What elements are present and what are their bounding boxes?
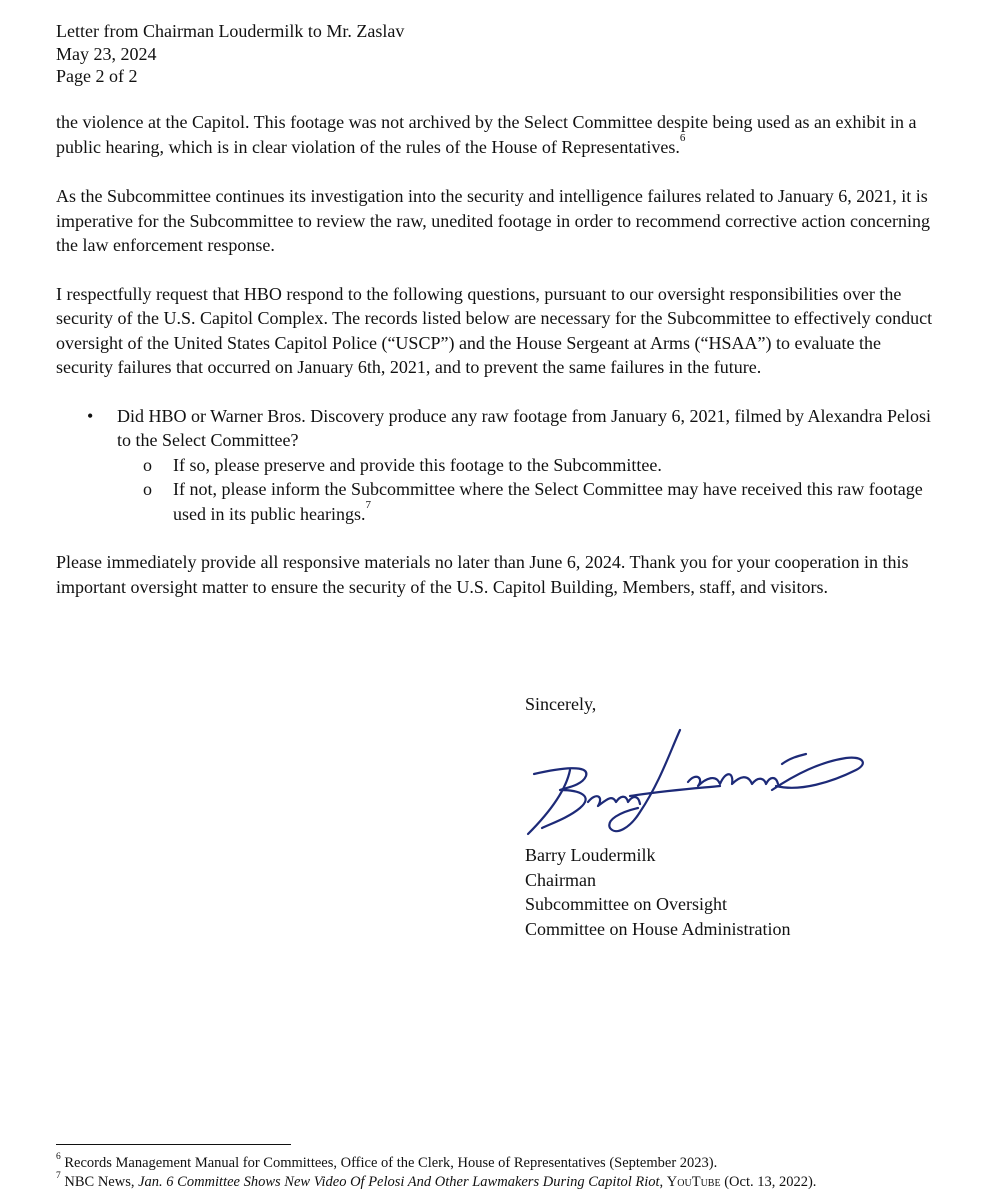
sub-item-text: If not, please inform the Subcommittee where the Select Committee may have received this raw footage used in its public hearings. bbox=[173, 479, 923, 524]
footnote-date: (Oct. 13, 2022). bbox=[724, 1174, 817, 1190]
paragraph-2: As the Subcommittee continues its investigation into the security and intelligence failures related to January 6, 2021, it is imperative for the Subcommittee to review the raw, unedited footage in order to recommend corrective action concerning the law enforcement response. bbox=[56, 186, 930, 255]
sub-list-item bbox=[56, 453, 936, 478]
footnote-ref-6: 6 bbox=[679, 131, 686, 144]
header-date: May 23, 2024 bbox=[56, 43, 157, 64]
footnote-ref-7: 7 bbox=[365, 498, 371, 511]
salutation: Sincerely, bbox=[525, 694, 597, 714]
paragraph-1-text: the violence at the Capitol. This footage was not archived by the Select Committee despite being used as an exhibit in a public hearing, which is in clear violation of the rules of the House of Representatives. bbox=[56, 112, 917, 157]
paragraph-1 bbox=[56, 110, 936, 159]
signer-organization: Subcommittee on Oversight bbox=[525, 894, 727, 914]
signer-title: Chairman bbox=[525, 869, 596, 890]
footnote-number: 7 bbox=[56, 1171, 61, 1181]
footnote-publisher: YouTube bbox=[666, 1174, 721, 1190]
signature-block bbox=[525, 843, 790, 941]
footnote-source: NBC News, bbox=[64, 1174, 135, 1190]
question-list bbox=[56, 404, 936, 527]
bullet-marker: • bbox=[87, 405, 94, 426]
sub-list-item bbox=[56, 477, 936, 526]
signer-name: Barry Loudermilk bbox=[525, 845, 656, 865]
footnotes bbox=[56, 1154, 816, 1192]
paragraph-4: Please immediately provide all responsive materials no later than June 6, 2024. Thank you for your cooperation in this important oversight matter to ensure the security of the U.S. Capitol Building, Members, staff, and visitors. bbox=[56, 552, 909, 597]
sub-item-text: If so, please preserve and provide this footage to the Subcommittee. bbox=[173, 454, 662, 475]
footnote-divider bbox=[56, 1144, 291, 1145]
signer-committee: Committee on House Administration bbox=[525, 918, 791, 939]
header-title: Letter from Chairman Loudermilk to Mr. Zaslav bbox=[56, 21, 405, 41]
sub-list bbox=[117, 453, 936, 527]
sub-bullet-marker: o bbox=[143, 479, 152, 499]
list-item bbox=[56, 404, 936, 527]
paragraph-3: I respectfully request that HBO respond to the following questions, pursuant to our oversight responsibilities over the security of the U.S. Capitol Complex. The records listed below are necessary for the Subcommittee to effectively conduct oversight of the United States Capitol Police (“USCP”) and the House Sergeant at Arms (“HSAA”) to evaluate the security failures that occurred on January 6th, 2021, and to prevent the same failures in the future. bbox=[56, 283, 933, 377]
footnote-article-title: Jan. 6 Committee Shows New Video Of Pelosi And Other Lawmakers During Capitol Riot bbox=[138, 1174, 660, 1190]
letter-header bbox=[56, 20, 404, 88]
header-page-number: Page 2 of 2 bbox=[56, 66, 138, 86]
question-text: Did HBO or Warner Bros. Discovery produce any raw footage from January 6, 2021, filmed by Alexandra Pelosi to the Select Committee? bbox=[117, 405, 932, 450]
footnote-6 bbox=[56, 1154, 816, 1173]
sub-bullet-marker: o bbox=[143, 454, 152, 475]
footnote-number: 6 bbox=[56, 1152, 61, 1162]
letter-body bbox=[56, 110, 936, 623]
handwritten-signature bbox=[520, 712, 880, 842]
footnote-text: Records Management Manual for Committees, Office of the Clerk, House of Representatives (September 2023). bbox=[64, 1155, 718, 1171]
footnote-7: $^7$ NBC News, Jan. 6 Committee Shows New Video Of Pelosi And Other Lawmakers During Capitol Riot, YouTube (Oct. 13, 2022). bbox=[56, 1171, 817, 1190]
